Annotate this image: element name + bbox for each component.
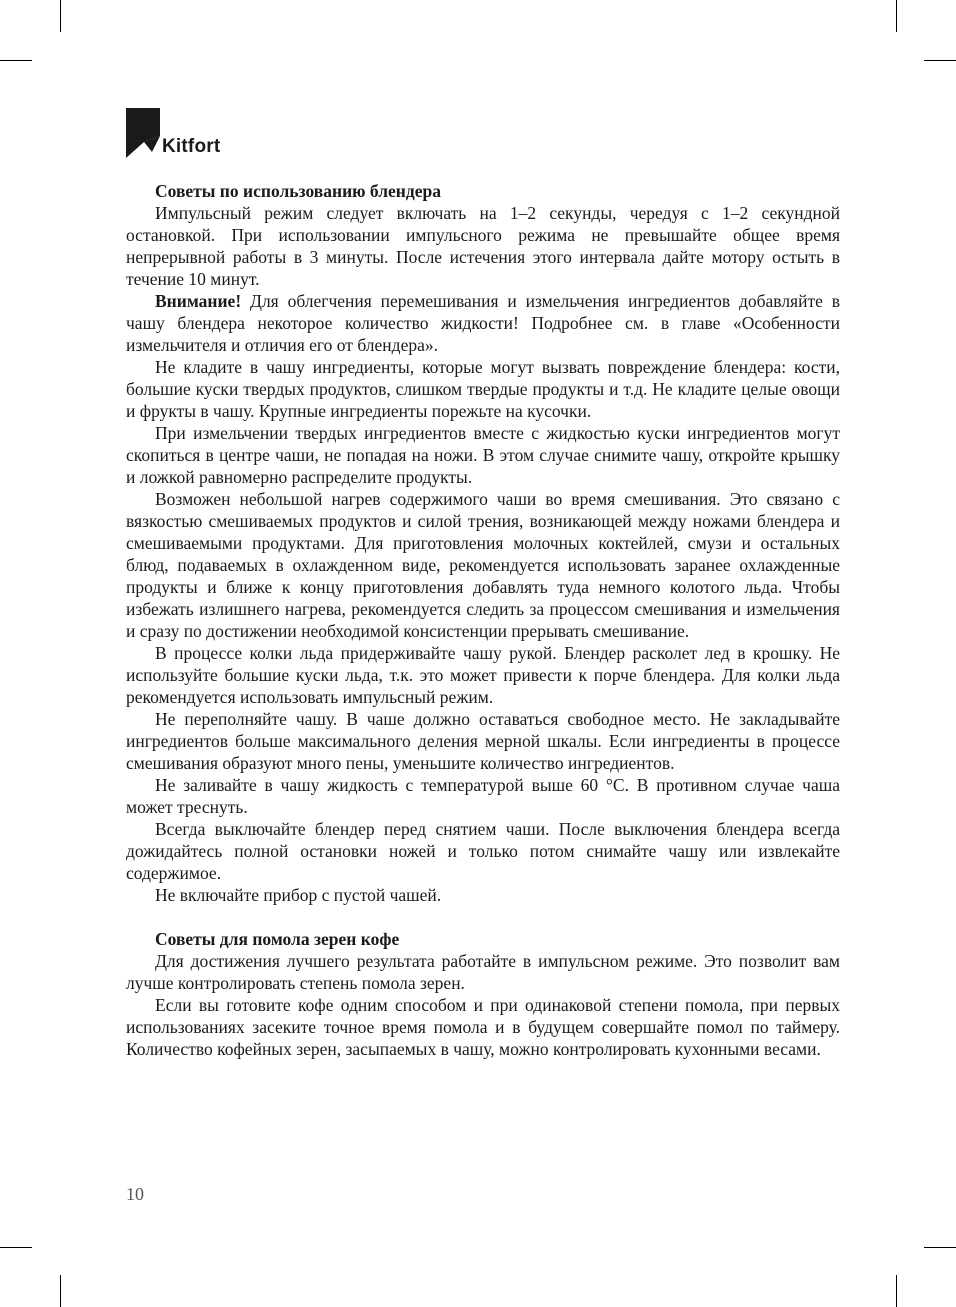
paragraph: Не переполняйте чашу. В чаше должно оставаться свободное место. Не закладывайте ингредиентов больше максимального деления мерной шкалы. Если ингредиенты в процессе смешивания образуют много пены, уменьшите количество ингредиентов. <box>126 709 840 773</box>
paragraph: Не кладите в чашу ингредиенты, которые могут вызвать повреждение блендера: кости, большие куски твердых продуктов, слишком твердые продукты и т.д. Не кладите целые овощи и фрукты в чашу. Крупные ингредиенты порежьте на кусочки. <box>126 357 840 421</box>
paragraph: Импульсный режим следует включать на 1–2 секунды, чередуя с 1–2 секундной остановкой. При использовании импульсного режима не превышайте общее время непрерывной работы в 3 минуты. После истечения этого интервала дайте мотору остыть в течение 10 минут. <box>126 203 840 289</box>
crop-mark <box>0 60 32 61</box>
paragraph: Для достижения лучшего результата работайте в импульсном режиме. Это позволит вам лучше контролировать степень помола зерен. <box>126 951 840 993</box>
kitfort-logo-icon <box>126 108 160 158</box>
warning-label: Внимание! <box>155 291 242 311</box>
page-content <box>126 180 840 1060</box>
crop-mark <box>896 1275 897 1307</box>
section-spacer <box>126 906 840 928</box>
brand-logo <box>126 108 220 158</box>
paragraph: Внимание! Для облегчения перемешивания и измельчения ингредиентов добавляйте в чашу блендера некоторое количество жидкости! Подробнее см. в главе «Особенности измельчителя и отличия его от блендера». <box>126 291 840 355</box>
paragraph: Не включайте прибор с пустой чашей. <box>155 885 442 905</box>
paragraph: Если вы готовите кофе одним способом и при одинаковой степени помола, при первых использованиях засеките точное время помола и в будущем совершайте помол по таймеру. Количество кофейных зерен, засыпаемых в чашу, можно контролировать кухонными весами. <box>126 995 840 1059</box>
paragraph: Всегда выключайте блендер перед снятием чаши. После выключения блендера всегда дожидайтесь полной остановки ножей и только потом снимайте чашу или извлекайте содержимое. <box>126 819 840 883</box>
page-number: 10 <box>126 1184 144 1204</box>
paragraph: При измельчении твердых ингредиентов вместе с жидкостью куски ингредиентов могут скопиться в центре чаши, не попадая на ножи. В этом случае снимите чашу, откройте крышку и ложкой равномерно распределите продукты. <box>126 423 840 487</box>
crop-mark <box>924 60 956 61</box>
crop-mark <box>60 0 61 32</box>
brand-name: Kitfort <box>162 136 221 157</box>
crop-mark <box>924 1247 956 1248</box>
paragraph: В процессе колки льда придерживайте чашу рукой. Блендер расколет лед в крошку. Не используйте большие куски льда, т.к. это может привести к порче блендера. Для колки льда рекомендуется использовать импульсный режим. <box>126 643 840 707</box>
paragraph: Не заливайте в чашу жидкость с температурой выше 60 °C. В противном случае чаша может треснуть. <box>126 775 840 817</box>
crop-mark <box>896 0 897 32</box>
crop-mark <box>60 1275 61 1307</box>
paragraph: Возможен небольшой нагрев содержимого чаши во время смешивания. Это связано с вязкостью смешиваемых продуктов и силой трения, возникающей между ножами блендера и смешиваемыми продуктами. Для приготовления молочных коктейлей, смузи и остальных блюд, подаваемых в охлажденном виде, рекомендуется использовать заранее охлажденные продукты и ближе к концу приготовления добавлять туда немного колотого льда. Чтобы избежать излишнего нагрева, рекомендуется следить за процессом смешивания и измельчения и сразу по достижении необходимой консистенции прерывать смешивание. <box>126 489 840 641</box>
section-title: Советы для помола зерен кофе <box>155 929 400 949</box>
crop-mark <box>0 1247 32 1248</box>
section-title: Советы по использованию блендера <box>155 181 441 201</box>
